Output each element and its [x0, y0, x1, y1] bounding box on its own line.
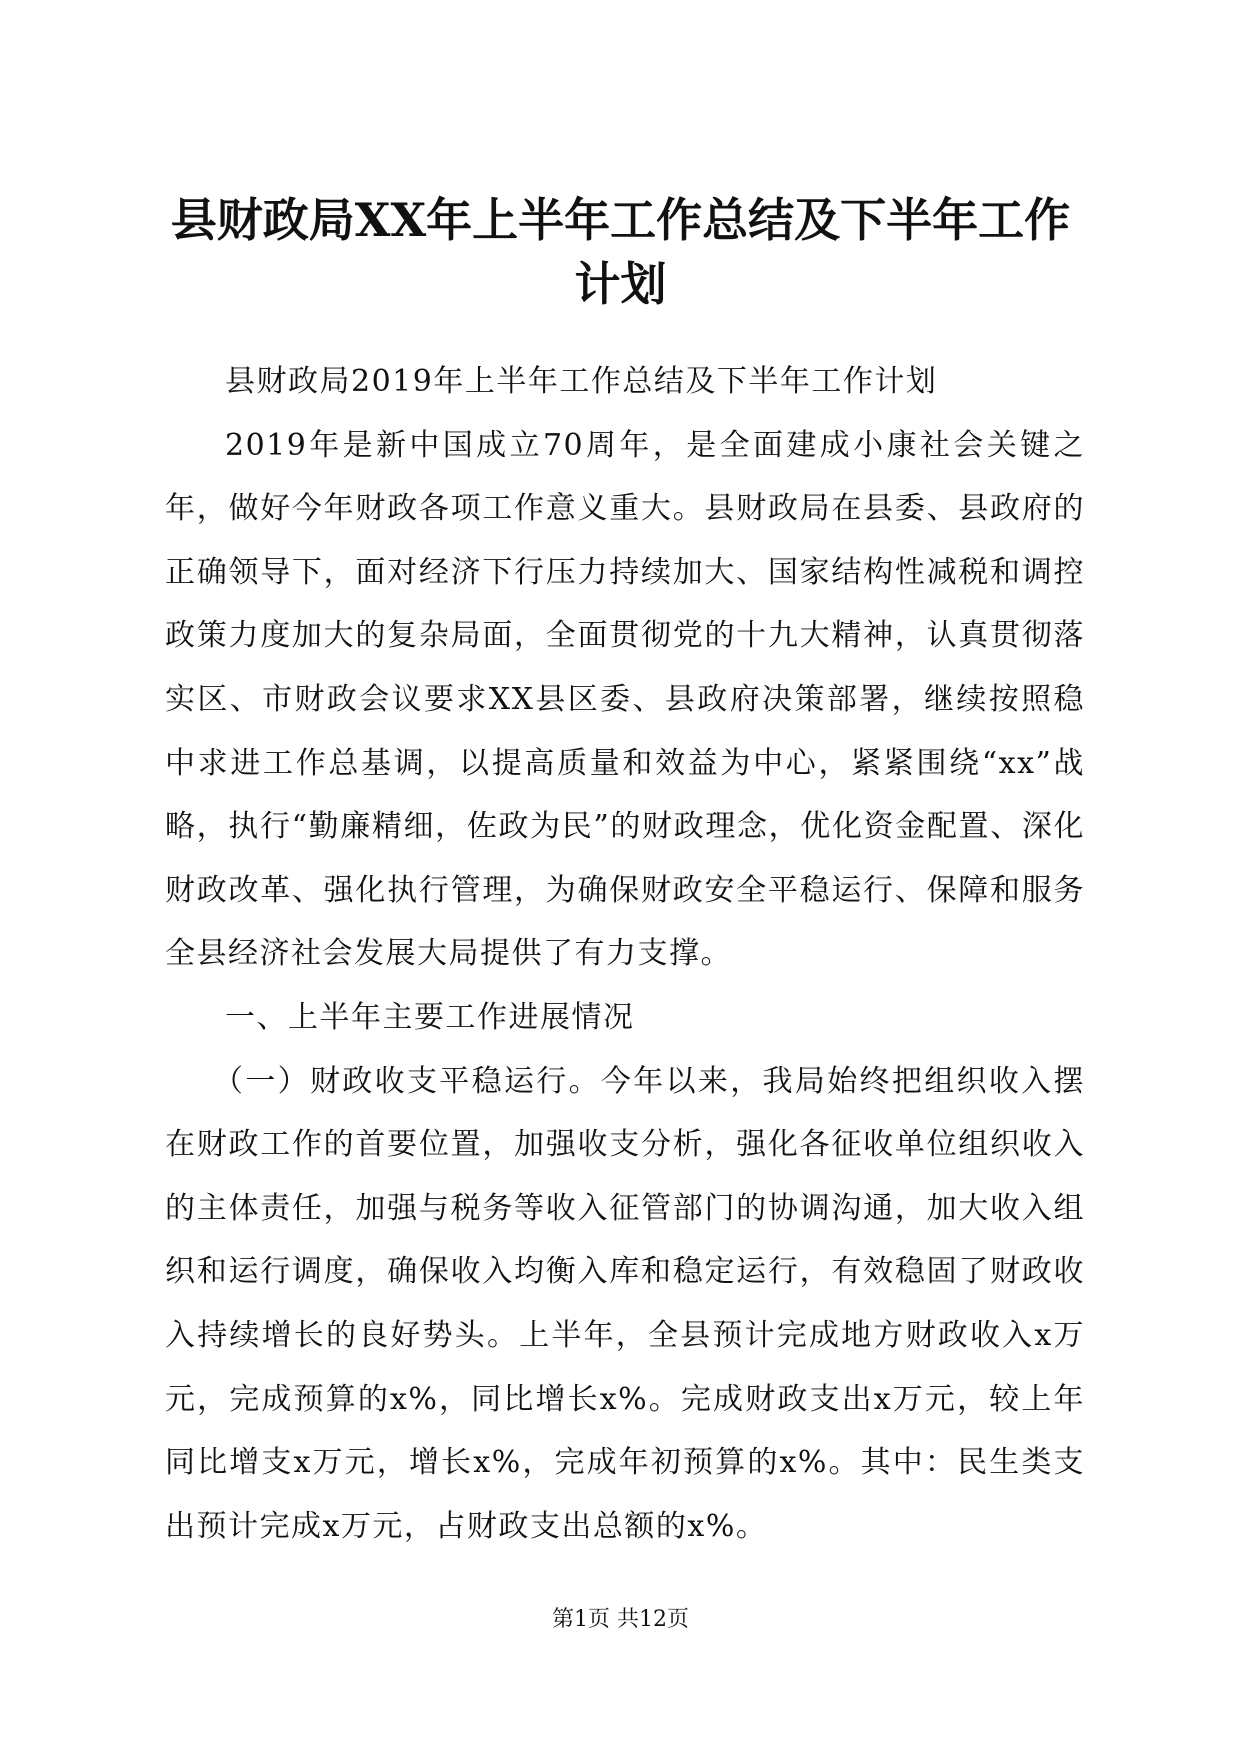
document-title: 县财政局XX年上半年工作总结及下半年工作计划 — [170, 193, 1071, 311]
paragraph-intro: 2019年是新中国成立70周年，是全面建成小康社会关键之年，做好今年财政各项工作意义重大。县财政局在县委、县政府的正确领导下，面对经济下行压力持续加大、国家结构性减税和调控政策力度加大的复杂局面，全面贯彻党的十九大精神，认真贯彻落实区、市财政会议要求XX县区委、县政府决策部署，继续按照稳中求进工作总基调，以提高质量和效益为中心，紧紧围绕“xx”战略，执行“勤廉精细，佐政为民”的财政理念，优化资金配置、深化财政改革、强化执行管理，为确保财政安全平稳运行、保障和服务全县经济社会发展大局提供了有力支撑。 — [165, 427, 1085, 972]
paragraph-subtitle: 县财政局2019年上半年工作总结及下半年工作计划 — [225, 364, 938, 399]
document-body — [165, 350, 1085, 1558]
page-footer: 第1页 共12页 — [552, 1607, 689, 1632]
paragraph-fiscal: （一）财政收支平稳运行。今年以来，我局始终把组织收入摆在财政工作的首要位置，加强收支分析，强化各征收单位组织收入的主体责任，加强与税务等收入征管部门的协调沟通，加大收入组织和运行调度，确保收入均衡入库和稳定运行，有效稳固了财政收入持续增长的良好势头。上半年，全县预计完成地方财政收入x万元，完成预算的x%，同比增长x%。完成财政支出x万元，较上年同比增支x万元，增长x%，完成年初预算的x%。其中：民生类支出预计完成x万元，占财政支出总额的x%。 — [165, 1063, 1085, 1544]
section-heading: 一、上半年主要工作进展情况 — [225, 999, 635, 1035]
